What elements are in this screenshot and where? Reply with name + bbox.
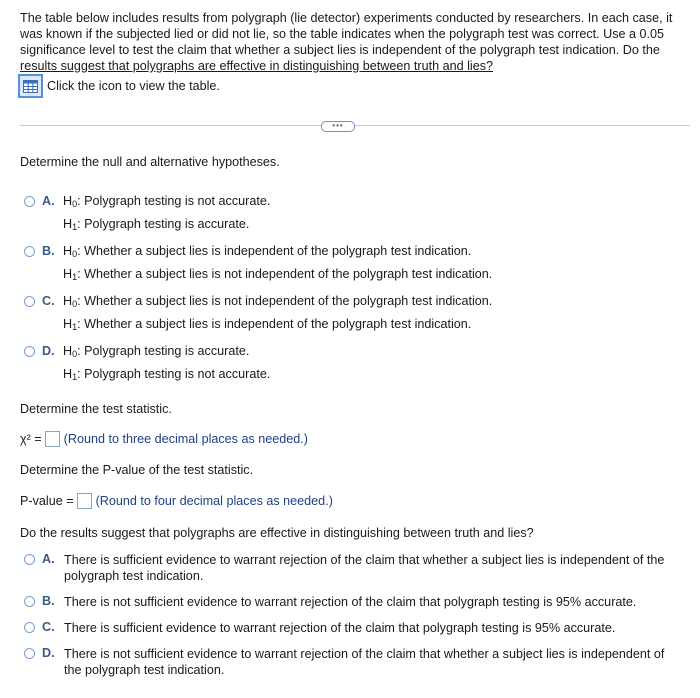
intro-line-4: results suggest that polygraphs are effective in distinguishing between truth and lies? <box>20 59 494 73</box>
conclusion-option-d-text[interactable] <box>64 646 684 678</box>
conclusion-option-b-letter: B. <box>42 594 55 608</box>
intro-line-3: significance level to test the claim that whether a subject lies is independent of the polygraph test indication. Do the <box>20 43 660 57</box>
hypothesis-option-b-radio[interactable] <box>24 246 35 257</box>
hypothesis-option-b-letter: B. <box>42 244 55 258</box>
conclusion-a-line-1: There is sufficient evidence to warrant rejection of the claim that whether a subject lies is independent of the <box>64 553 665 567</box>
intro-line-2: was known if the subjected lied or did not lie, so the table indicates when the polygraph test was correct. Use a 0.05 <box>20 27 665 41</box>
chi-square-input[interactable] <box>45 431 60 447</box>
p-value-prompt: Determine the P-value of the test statistic. <box>20 463 254 477</box>
conclusion-option-c-letter: C. <box>42 620 55 634</box>
conclusion-option-b-text[interactable]: There is not sufficient evidence to warrant rejection of the claim that polygraph testing is 95% accurate. <box>64 595 637 609</box>
option-d-h0: Polygraph testing is accurate. <box>84 344 250 358</box>
conclusion-option-d-radio[interactable] <box>24 648 35 659</box>
hypothesis-option-c-letter: C. <box>42 294 55 308</box>
chi-square-label: χ² = <box>20 432 42 446</box>
hypothesis-option-a-radio[interactable] <box>24 196 35 207</box>
intro-line-1: The table below includes results from polygraph (lie detector) experiments conducted by researchers. In each case, it <box>20 11 673 25</box>
problem-statement <box>20 10 682 74</box>
p-value-hint: (Round to four decimal places as needed.) <box>95 494 333 508</box>
conclusion-option-a-radio[interactable] <box>24 554 35 565</box>
hypothesis-option-d-letter: D. <box>42 344 55 358</box>
option-a-h1: Polygraph testing is accurate. <box>84 217 250 231</box>
conclusion-option-a-letter: A. <box>42 552 55 566</box>
option-c-h1: Whether a subject lies is independent of the polygraph test indication. <box>84 317 472 331</box>
section-divider <box>20 125 690 126</box>
conclusion-option-c-radio[interactable] <box>24 622 35 633</box>
conclusion-option-a-text[interactable] <box>64 552 684 584</box>
chi-square-row <box>20 431 308 447</box>
test-statistic-prompt: Determine the test statistic. <box>20 402 172 416</box>
view-table-label: Click the icon to view the table. <box>47 79 220 93</box>
option-c-h0: Whether a subject lies is not independent of the polygraph test indication. <box>84 294 493 308</box>
p-value-input[interactable] <box>77 493 92 509</box>
chi-square-hint: (Round to three decimal places as needed.) <box>63 432 308 446</box>
hypothesis-option-b-text[interactable]: $H_0$: Whether a subject lies is independent of the polygraph test indication. $H_1$: Whether a subject lies is not independent of the polygraph test indication. <box>63 244 493 282</box>
expand-more-button[interactable]: ••• <box>321 121 355 132</box>
hypothesis-option-d-text[interactable]: $H_0$: Polygraph testing is accurate. $H_1$: Polygraph testing is not accurate. <box>63 344 271 382</box>
option-b-h0: Whether a subject lies is independent of the polygraph test indication. <box>84 244 472 258</box>
view-table-link[interactable] <box>18 74 220 98</box>
conclusion-d-line-2: the polygraph test indication. <box>64 663 225 677</box>
conclusion-option-c-text[interactable]: There is sufficient evidence to warrant rejection of the claim that polygraph testing is 95% accurate. <box>64 621 616 635</box>
conclusion-option-d-letter: D. <box>42 646 55 660</box>
hypotheses-prompt: Determine the null and alternative hypotheses. <box>20 155 280 169</box>
option-d-h1: Polygraph testing is not accurate. <box>84 367 271 381</box>
hypothesis-option-a-letter: A. <box>42 194 55 208</box>
conclusion-a-line-2: polygraph test indication. <box>64 569 204 583</box>
hypothesis-option-c-radio[interactable] <box>24 296 35 307</box>
conclusion-option-b-radio[interactable] <box>24 596 35 607</box>
hypothesis-option-a-text[interactable]: $H_0$: Polygraph testing is not accurate. $H_1$: Polygraph testing is accurate. <box>63 194 271 232</box>
option-b-h1: Whether a subject lies is not independent of the polygraph test indication. <box>84 267 493 281</box>
option-a-h0: Polygraph testing is not accurate. <box>84 194 271 208</box>
conclusion-d-line-1: There is not sufficient evidence to warrant rejection of the claim that whether a subject lies is independent of <box>64 647 665 661</box>
conclusion-prompt: Do the results suggest that polygraphs are effective in distinguishing between truth and lies? <box>20 526 534 540</box>
p-value-label: P-value = <box>20 494 74 508</box>
hypothesis-option-c-text[interactable]: $H_0$: Whether a subject lies is not independent of the polygraph test indication. $H_1$: Whether a subject lies is independent of the polygraph test indication. <box>63 294 493 332</box>
hypothesis-option-d-radio[interactable] <box>24 346 35 357</box>
p-value-row <box>20 493 333 509</box>
table-icon[interactable] <box>18 74 43 98</box>
